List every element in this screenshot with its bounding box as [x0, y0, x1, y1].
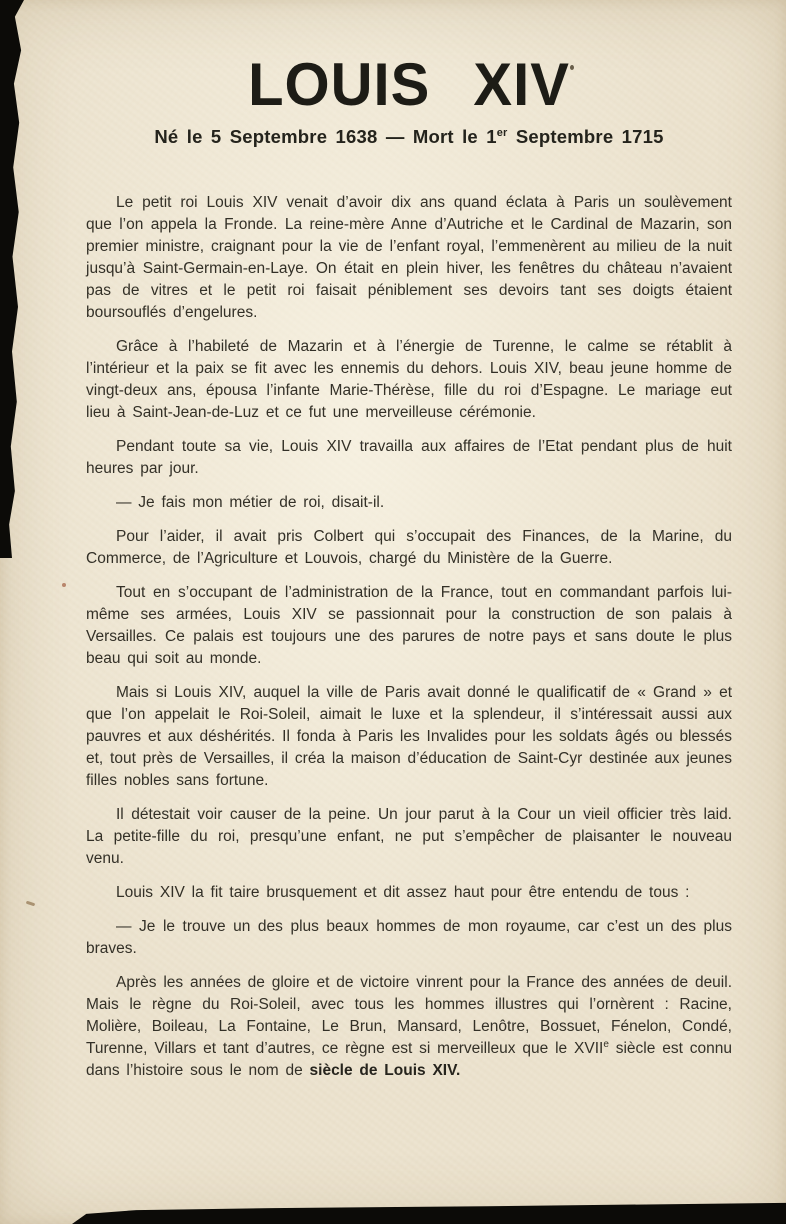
paragraph-versailles: Tout en s’occupant de l’administration de la France, tout en commandant parfois lui-même ses armées, Louis XIV se passionnait pour la construction de son palais à Versailles. Ce palais est toujours une des parures de notre pays et sans doute le plus beau qui soit au monde.: [86, 584, 732, 667]
page-title: LOUIS XIV: [248, 50, 570, 119]
century-ordinal-superscript: e: [603, 1038, 609, 1050]
paper-speck: [26, 901, 35, 907]
paragraph-citation-metier-de-roi: — Je fais mon métier de roi, disait-il.: [116, 494, 385, 511]
paragraph-vieil-officier: Il détestait voir causer de la peine. Un jour parut à la Cour un vieil officier très laid. La petite-fille du roi, presqu’une enfant, ne put s’empêcher de plaisanter le nouveau venu.: [86, 806, 732, 867]
paragraph-fit-taire: Louis XIV la fit taire brusquement et dit assez haut pour être entendu de tous :: [116, 884, 690, 901]
paragraph-mazarin-mariage: Grâce à l’habileté de Mazarin et à l’énergie de Turenne, le calme se rétablit à l’intérieur et la paix se fit avec les ennemis du dehors. Louis XIV, beau jeune homme de vingt-deux ans, épousa l’infante Marie-Thérèse, fille du roi d’Espagne. Le mariage eut lieu à Saint-Jean-de-Luz et ce fut une merveilleuse cérémonie.: [86, 338, 732, 421]
scan-edge-artifact-left: [0, 0, 24, 558]
page-content: [86, 50, 732, 1082]
paragraph-fronde: Le petit roi Louis XIV venait d’avoir dix ans quand éclata à Paris un soulèvement que l’on appela la Fronde. La reine-mère Anne d’Autriche et le Cardinal de Mazarin, son premier ministre, craignant pour la vie de l’enfant royal, l’emmenèrent au milieu de la nuit jusqu’à Saint-Germain-en-Laye. On était en plein hiver, les fenêtres du château n’avaient pas de vitres et le petit roi faisait péniblement ses devoirs tant ses doigts étaient boursouflés d’engelures.: [86, 194, 732, 321]
paragraph-citation-beaux-hommes: — Je le trouve un des plus beaux hommes de mon royaume, car c’est un des plus braves.: [86, 918, 732, 957]
subtitle-tail-text: Septembre 1715: [507, 126, 664, 147]
subtitle-ordinal-superscript: er: [496, 126, 508, 139]
final-paragraph-text: Après les années de gloire et de victoire vinrent pour la France des années de deuil. Mais le règne du Roi-Soleil, avec tous les hommes illustres qui l’ornèrent : Racine, Molière, Boileau, La Fontaine, Le Brun, Mansard, Lenôtre, Bossuet, Fénelon, Condé, Turenne, Villars et tant d’autres, ce règne est si merveilleux que le XVII: [86, 974, 732, 1057]
article-body: [86, 192, 732, 1082]
final-paragraph-bold-text: siècle de Louis XIV.: [309, 1062, 461, 1079]
subtitle-birth-death-text: Né le 5 Septembre 1638 — Mort le 1: [154, 126, 497, 147]
final-paragraph-text-continued: siècle est connu dans l’histoire sous le nom de: [86, 1040, 732, 1079]
paper-speck: [62, 583, 66, 587]
paragraph-colbert-louvois: Pour l’aider, il avait pris Colbert qui s’occupait des Finances, de la Marine, du Commerce, de l’Agriculture et Louvois, chargé du Ministère de la Guerre.: [86, 528, 732, 567]
page-subtitle: [86, 126, 732, 148]
paragraph-travail: Pendant toute sa vie, Louis XIV travailla aux affaires de l’Etat pendant plus de huit heures par jour.: [86, 438, 732, 477]
paragraph-roi-soleil-invalides: Mais si Louis XIV, auquel la ville de Paris avait donné le qualificatif de « Grand » et que l’on appelait le Roi-Soleil, aimait le luxe et la splendeur, il s’intéressait aussi aux pauvres et aux déshérités. Il fonda à Paris les Invalides pour les soldats âgés ou blessés et, tout près de Versailles, il créa la maison d’éducation de Saint-Cyr destinée aux jeunes filles nobles sans fortune.: [86, 684, 732, 789]
paragraph-siecle-de-louis-xiv: [86, 972, 732, 1082]
scan-edge-artifact-bottom: [72, 1200, 786, 1224]
